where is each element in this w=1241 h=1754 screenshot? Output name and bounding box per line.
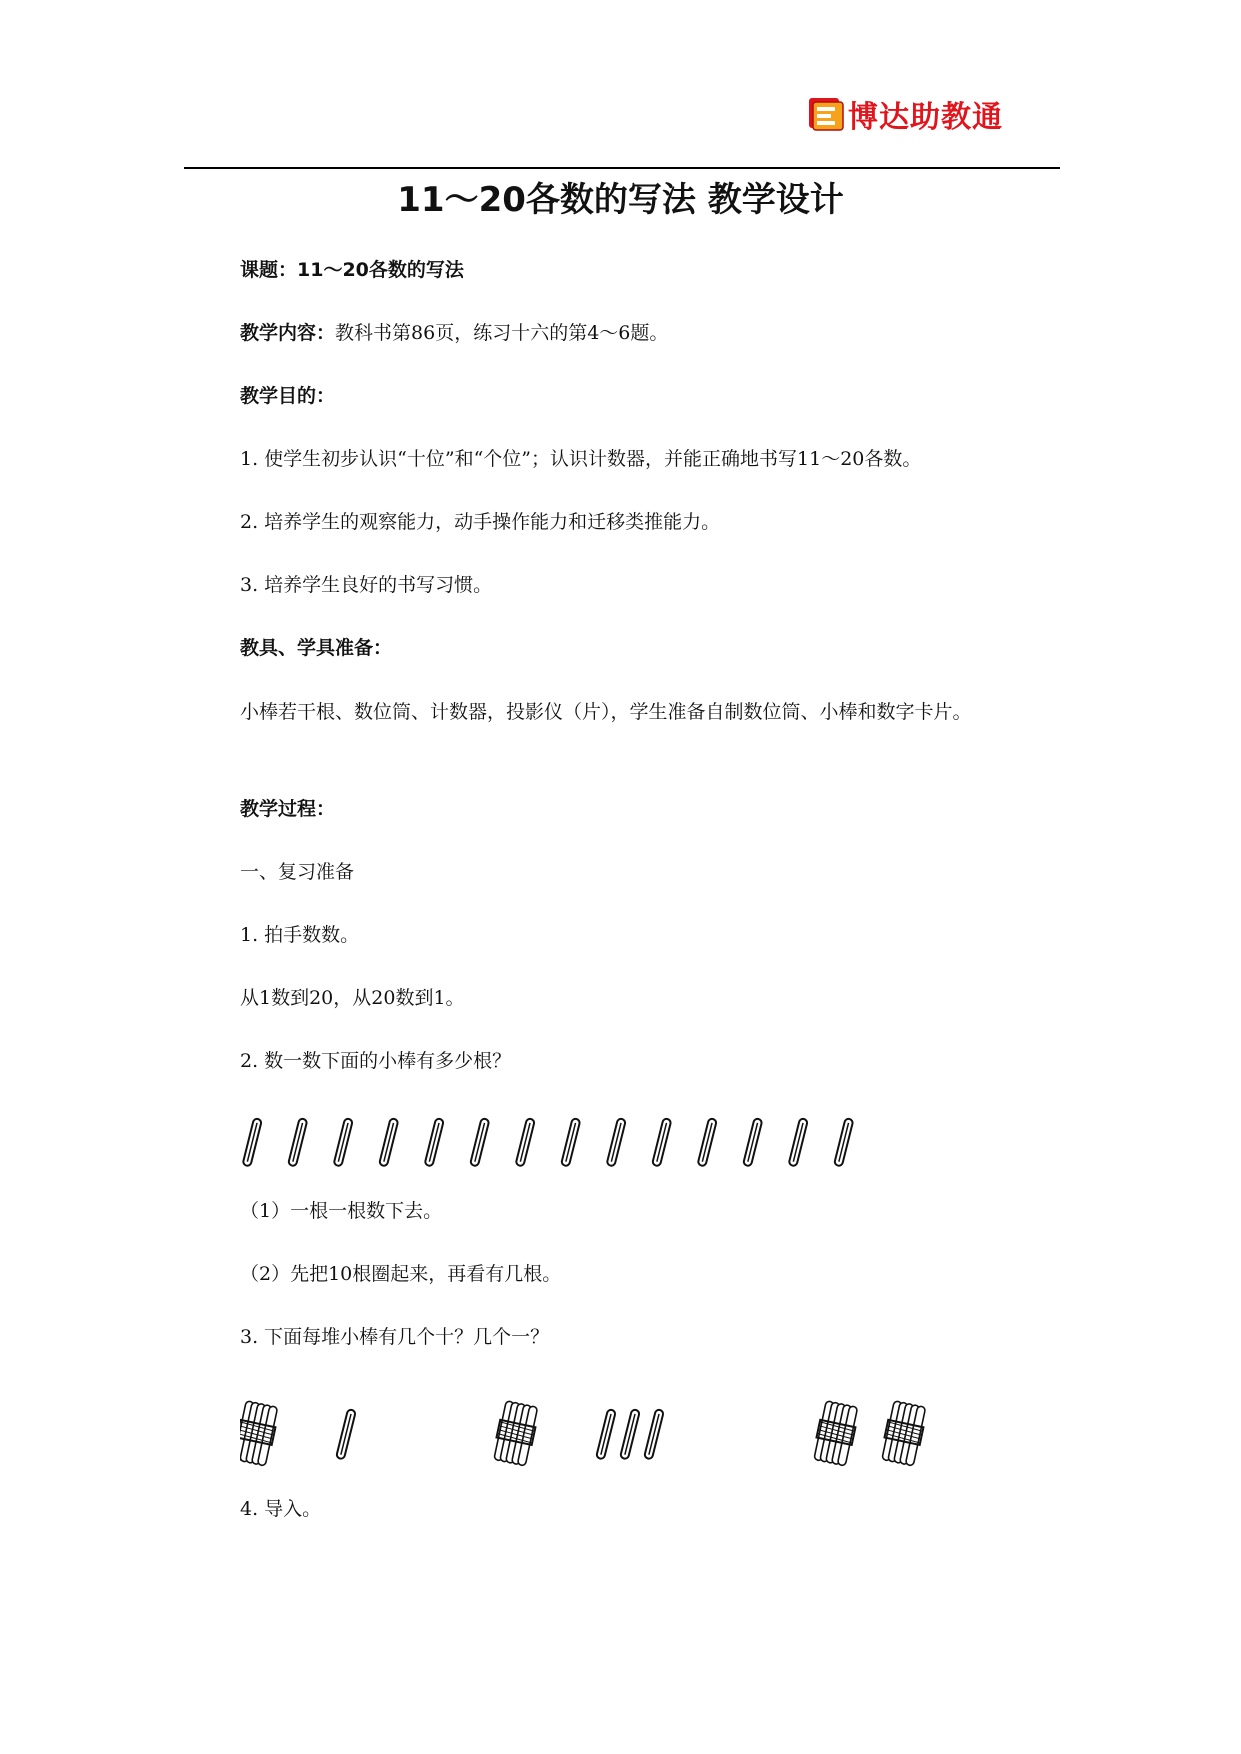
goal-item: 1. 使学生初步认识“十位”和“个位”；认识计数器，并能正确地书写11～20各数。 xyxy=(240,448,922,470)
topic-line xyxy=(240,254,464,286)
stick xyxy=(652,1118,671,1167)
section-heading: 一、复习准备 xyxy=(240,861,355,883)
topic-label: 课题： xyxy=(240,259,298,281)
page-title: 11～20各数的写法 教学设计 xyxy=(397,180,844,220)
stick xyxy=(243,1118,262,1167)
stick xyxy=(620,1409,640,1459)
content-label: 教学内容： xyxy=(240,322,336,344)
step-item: （2）先把10根圈起来，再看有几根。 xyxy=(240,1263,562,1285)
stick xyxy=(607,1118,626,1167)
stick xyxy=(425,1118,444,1167)
book-logo-icon xyxy=(808,96,844,132)
step-item: 4. 导入。 xyxy=(240,1498,322,1520)
stick xyxy=(834,1118,853,1167)
stick-bundle xyxy=(492,1400,540,1466)
stick xyxy=(698,1118,717,1167)
step-item: 3. 下面每堆小棒有几个十？几个一？ xyxy=(240,1326,550,1348)
goal-item: 3. 培养学生良好的书写习惯。 xyxy=(240,574,493,596)
tools-label: 教具、学具准备： xyxy=(240,637,393,659)
stick-bundle xyxy=(880,1400,928,1466)
stick xyxy=(288,1118,307,1167)
stick xyxy=(561,1118,580,1167)
stick-bundle xyxy=(240,1400,280,1466)
goal-item: 2. 培养学生的观察能力，动手操作能力和迁移类推能力。 xyxy=(240,511,721,533)
stick xyxy=(334,1118,353,1167)
stick-bundle xyxy=(812,1400,860,1466)
stick xyxy=(789,1118,808,1167)
tools-value: 小棒若干根、数位筒、计数器，投影仪（片），学生准备自制数位筒、小棒和数字卡片。 xyxy=(240,701,972,723)
step-item: （1）一根一根数下去。 xyxy=(240,1200,443,1222)
step-item: 2. 数一数下面的小棒有多少根？ xyxy=(240,1050,512,1072)
stick xyxy=(516,1118,535,1167)
stick xyxy=(596,1409,616,1459)
topic-value: 11～20各数的写法 xyxy=(297,259,464,281)
stick xyxy=(644,1409,664,1459)
content-line xyxy=(240,317,668,349)
content-value: 教科书第86页，练习十六的第4～6题。 xyxy=(335,322,669,344)
stick xyxy=(470,1118,489,1167)
header-rule xyxy=(184,167,1060,169)
logo-text: 博达助教通 xyxy=(848,100,1003,135)
bundles-figure xyxy=(240,1398,960,1470)
step-item: 从1数到20，从20数到1。 xyxy=(240,987,465,1009)
goals-label: 教学目的： xyxy=(240,385,336,407)
sticks-figure xyxy=(240,1115,880,1173)
stick xyxy=(379,1118,398,1167)
stick xyxy=(743,1118,762,1167)
stick xyxy=(336,1409,356,1459)
brand-logo xyxy=(808,92,1003,136)
process-label: 教学过程： xyxy=(240,798,336,820)
step-item: 1. 拍手数数。 xyxy=(240,924,360,946)
